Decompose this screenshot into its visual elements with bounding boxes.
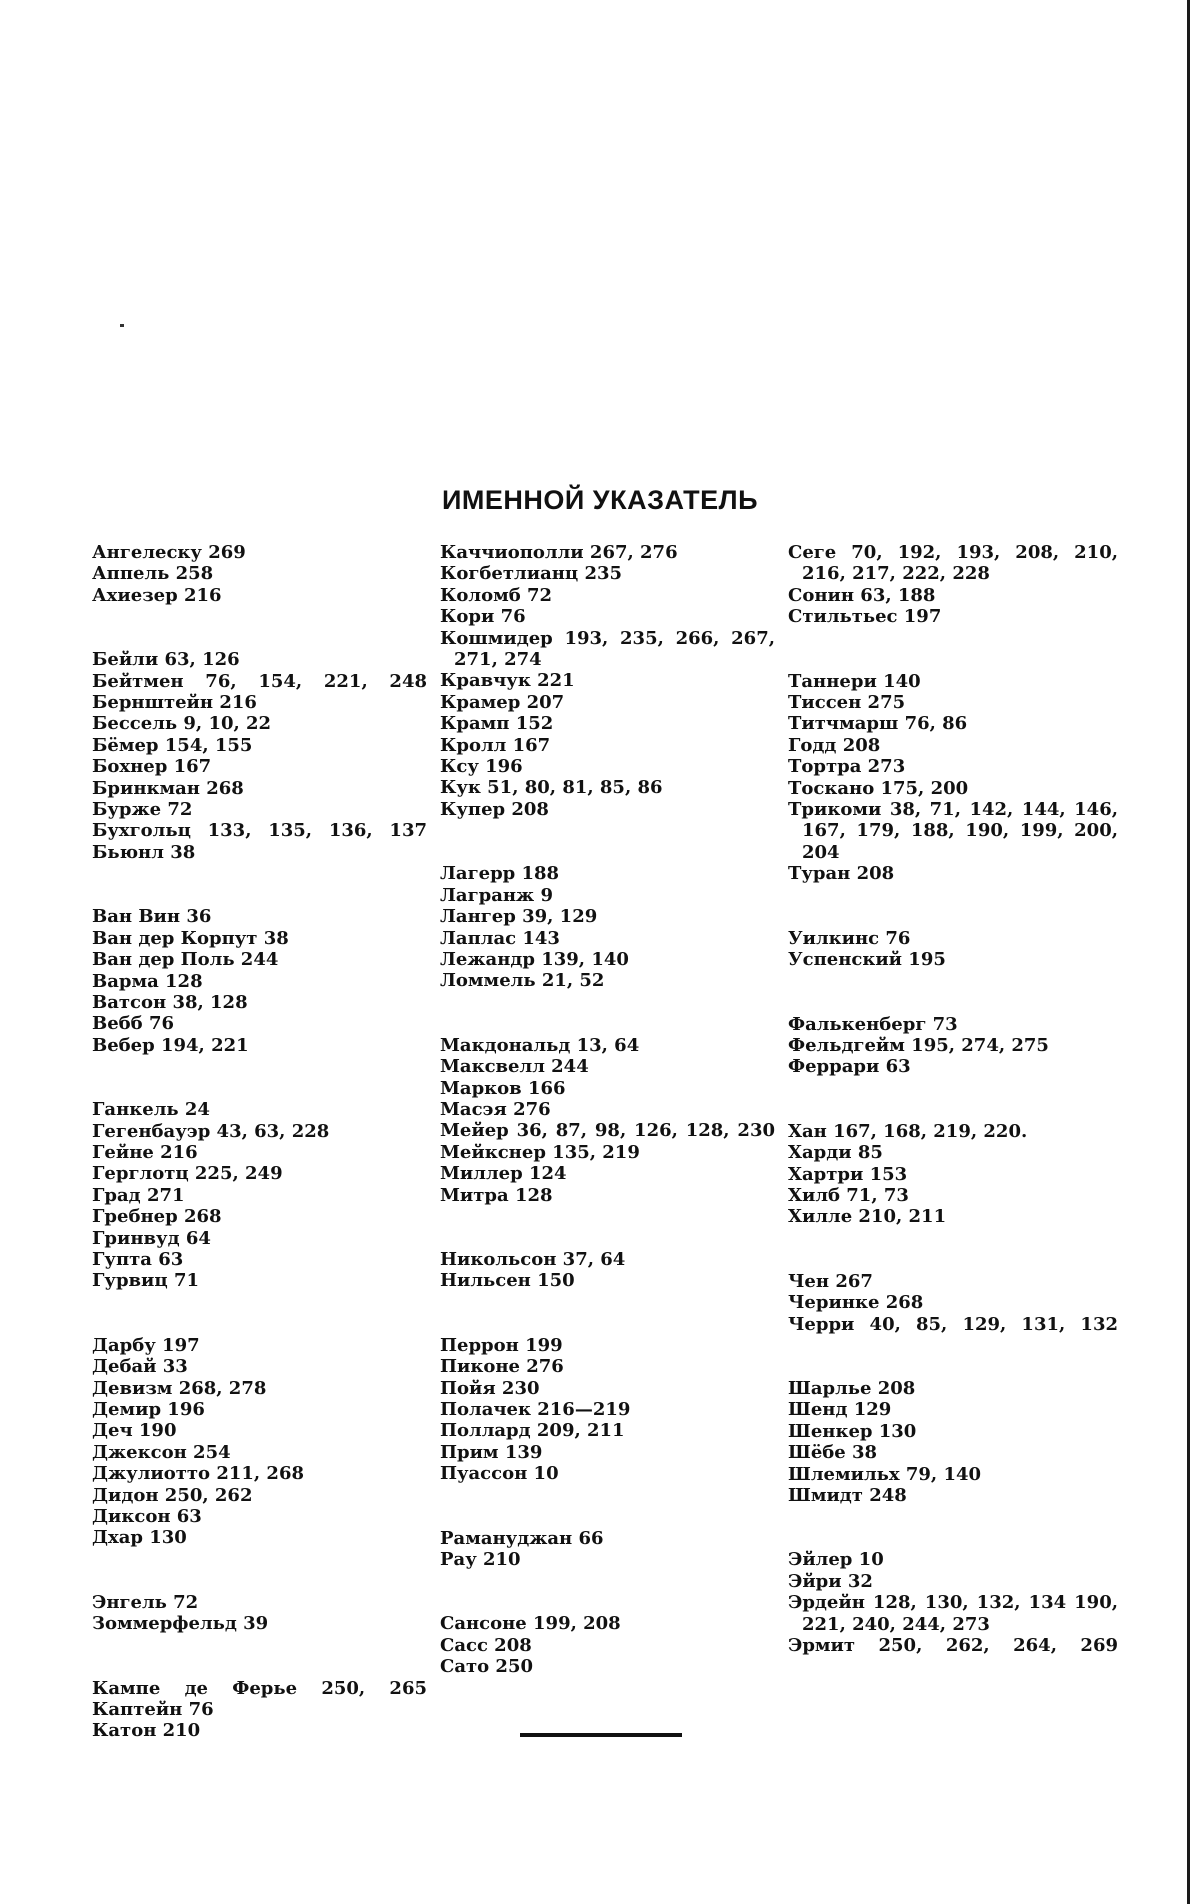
index-entry-continuation: 167, 179, 188, 190, 199, 200, bbox=[802, 820, 1118, 842]
index-entry: Прим 139 bbox=[440, 1441, 543, 1463]
index-letter-group bbox=[788, 928, 1118, 971]
index-entry: Ахиезер 216 bbox=[92, 584, 222, 606]
index-entry: Фельдгейм 195, 274, 275 bbox=[788, 1034, 1049, 1056]
index-letter-group bbox=[440, 1035, 775, 1206]
index-entry: Туран 208 bbox=[788, 863, 895, 885]
index-entry: Каччиополли 267, 276 bbox=[440, 542, 678, 563]
index-entry: Таннери 140 bbox=[788, 670, 921, 692]
index-entry: Ван дер Корпут 38 bbox=[92, 927, 289, 949]
index-entry: Катон 210 bbox=[92, 1720, 201, 1742]
index-entry: Феррари 63 bbox=[788, 1056, 911, 1078]
index-entry: Сеге 70, 192, 193, 208, 210, bbox=[788, 542, 1118, 563]
index-entry: Вебер 194, 221 bbox=[92, 1034, 249, 1056]
index-entry: Кошмидер 193, 235, 266, 267, bbox=[440, 627, 775, 649]
index-entry: Диксон 63 bbox=[92, 1506, 202, 1528]
index-entry: Тортра 273 bbox=[788, 756, 906, 778]
index-entry: Гребнер 268 bbox=[92, 1206, 222, 1228]
index-entry: Зоммерфельд 39 bbox=[92, 1613, 269, 1635]
index-letter-group bbox=[92, 649, 427, 863]
index-entry: Фалькенберг 73 bbox=[788, 1013, 958, 1035]
index-entry: Перрон 199 bbox=[440, 1334, 563, 1356]
index-entry: Бессель 9, 10, 22 bbox=[92, 713, 272, 735]
index-entry-continuation: 216, 217, 222, 228 bbox=[802, 563, 990, 585]
index-entry: Когбетлианц 235 bbox=[440, 563, 623, 585]
index-entry: Годд 208 bbox=[788, 734, 881, 756]
index-entry: Ломмель 21, 52 bbox=[440, 970, 605, 992]
index-letter-group bbox=[440, 1613, 775, 1677]
index-entry: Гупта 63 bbox=[92, 1248, 184, 1270]
index-entry: Митра 128 bbox=[440, 1184, 553, 1206]
index-entry: Пиконе 276 bbox=[440, 1356, 564, 1378]
index-entry: Гегенбауэр 43, 63, 228 bbox=[92, 1120, 330, 1142]
end-rule bbox=[520, 1733, 682, 1737]
index-entry: Лагранж 9 bbox=[440, 884, 554, 906]
index-letter-group bbox=[440, 542, 775, 820]
index-letter-group bbox=[788, 1271, 1118, 1335]
index-letter-group bbox=[788, 1378, 1118, 1506]
index-letter-group bbox=[92, 1099, 427, 1292]
index-entry: Купер 208 bbox=[440, 798, 549, 820]
index-entry-continuation: 204 bbox=[802, 841, 840, 863]
index-letter-group bbox=[440, 1335, 775, 1485]
index-letter-group bbox=[92, 1678, 427, 1742]
index-column-3 bbox=[788, 542, 1118, 1699]
index-entry: Аппель 258 bbox=[92, 563, 214, 585]
index-entry: Дебай 33 bbox=[92, 1356, 188, 1378]
print-speck bbox=[120, 324, 124, 327]
index-letter-group bbox=[788, 1549, 1118, 1656]
index-entry: Деч 190 bbox=[92, 1420, 177, 1442]
index-entry: Никольсон 37, 64 bbox=[440, 1248, 626, 1270]
index-entry: Бернштейн 216 bbox=[92, 692, 257, 714]
index-entry: Гурвиц 71 bbox=[92, 1270, 200, 1292]
index-entry: Черри 40, 85, 129, 131, 132 bbox=[788, 1313, 1118, 1335]
index-column-1 bbox=[92, 542, 427, 1785]
index-entry: Поллард 209, 211 bbox=[440, 1420, 625, 1442]
index-letter-group bbox=[440, 1528, 775, 1571]
page-title: ИМЕННОЙ УКАЗАТЕЛЬ bbox=[441, 485, 758, 515]
index-letter-group bbox=[92, 542, 427, 606]
index-entry: Пуассон 10 bbox=[440, 1463, 559, 1485]
index-entry: Крамп 152 bbox=[440, 713, 554, 735]
index-entry: Крамер 207 bbox=[440, 691, 565, 713]
index-entry: Град 271 bbox=[92, 1184, 185, 1206]
index-entry: Чен 267 bbox=[788, 1270, 873, 1292]
index-entry: Мейкснер 135, 219 bbox=[440, 1141, 640, 1163]
index-entry: Пойя 230 bbox=[440, 1377, 540, 1399]
index-letter-group bbox=[92, 1592, 427, 1635]
index-entry: Бейли 63, 126 bbox=[92, 649, 240, 671]
index-entry: Уилкинс 76 bbox=[788, 927, 911, 949]
index-entry: Ван Вин 36 bbox=[92, 906, 212, 928]
index-entry: Ватсон 38, 128 bbox=[92, 991, 248, 1013]
index-entry: Тоскано 175, 200 bbox=[788, 777, 969, 799]
index-column-2 bbox=[440, 542, 775, 1721]
index-entry: Хилб 71, 73 bbox=[788, 1184, 909, 1206]
index-entry: Лагерр 188 bbox=[440, 863, 560, 885]
page-edge-line bbox=[1187, 0, 1190, 1904]
index-entry: Шенд 129 bbox=[788, 1399, 892, 1421]
index-entry: Ксу 196 bbox=[440, 756, 523, 778]
index-entry: Черинке 268 bbox=[788, 1292, 924, 1314]
index-entry: Полачек 216—219 bbox=[440, 1399, 631, 1420]
index-entry: Эйри 32 bbox=[788, 1570, 873, 1592]
index-entry: Титчмарш 76, 86 bbox=[788, 713, 968, 735]
index-entry: Джексон 254 bbox=[92, 1441, 231, 1463]
index-entry: Кампе де Ферье 250, 265 bbox=[92, 1677, 427, 1699]
index-entry: Масэя 276 bbox=[440, 1098, 551, 1120]
index-letter-group bbox=[92, 906, 427, 1056]
index-entry-continuation: 271, 274 bbox=[454, 649, 542, 671]
index-entry: Эрмит 250, 262, 264, 269 bbox=[788, 1635, 1118, 1657]
index-entry: Кук 51, 80, 81, 85, 86 bbox=[440, 777, 663, 799]
index-letter-group bbox=[92, 1335, 427, 1549]
index-entry: Каптейн 76 bbox=[92, 1699, 214, 1721]
index-letter-group bbox=[788, 542, 1118, 628]
index-letter-group bbox=[788, 1014, 1118, 1078]
index-entry: Сасс 208 bbox=[440, 1634, 532, 1656]
index-entry: Бринкман 268 bbox=[92, 777, 244, 799]
index-entry: Бейтмен 76, 154, 221, 248 bbox=[92, 670, 427, 692]
index-letter-group bbox=[440, 1249, 775, 1292]
index-entry: Мейер 36, 87, 98, 126, 128, 230 bbox=[440, 1120, 775, 1142]
index-entry: Сато 250 bbox=[440, 1656, 533, 1678]
index-entry: Нильсен 150 bbox=[440, 1270, 575, 1292]
index-letter-group bbox=[440, 863, 775, 991]
index-entry: Демир 196 bbox=[92, 1399, 205, 1420]
index-entry: Макдональд 13, 64 bbox=[440, 1034, 640, 1056]
index-entry: Вебб 76 bbox=[92, 1013, 174, 1035]
index-entry: Бохнер 167 bbox=[92, 756, 212, 778]
index-entry: Лангер 39, 129 bbox=[440, 906, 598, 928]
index-entry: Девизм 268, 278 bbox=[92, 1377, 267, 1399]
index-entry: Бёмер 154, 155 bbox=[92, 734, 253, 756]
index-entry: Сонин 63, 188 bbox=[788, 584, 936, 606]
index-entry: Варма 128 bbox=[92, 970, 203, 992]
index-entry: Ангелеску 269 bbox=[92, 542, 246, 563]
index-entry: Миллер 124 bbox=[440, 1163, 567, 1185]
index-entry: Рамануджан 66 bbox=[440, 1527, 604, 1549]
index-entry: Успенский 195 bbox=[788, 949, 946, 971]
index-entry: Сансоне 199, 208 bbox=[440, 1613, 621, 1635]
index-entry: Шлемильх 79, 140 bbox=[788, 1463, 982, 1485]
index-entry: Лаплас 143 bbox=[440, 927, 560, 949]
index-letter-group bbox=[788, 1121, 1118, 1228]
index-entry: Кролл 167 bbox=[440, 734, 551, 756]
index-entry: Дидон 250, 262 bbox=[92, 1484, 253, 1506]
index-entry: Шенкер 130 bbox=[788, 1420, 917, 1442]
index-entry: Эйлер 10 bbox=[788, 1549, 884, 1571]
index-entry: Хартри 153 bbox=[788, 1163, 908, 1185]
index-entry: Дхар 130 bbox=[92, 1527, 187, 1549]
index-entry: Шёбе 38 bbox=[788, 1442, 878, 1464]
index-entry: Трикоми 38, 71, 142, 144, 146, bbox=[788, 799, 1118, 821]
index-entry: Шмидт 248 bbox=[788, 1485, 907, 1506]
index-entry: Максвелл 244 bbox=[440, 1056, 589, 1078]
index-entry: Герглотц 225, 249 bbox=[92, 1163, 283, 1185]
index-entry: Бьюнл 38 bbox=[92, 841, 196, 863]
index-entry: Коломб 72 bbox=[440, 584, 553, 606]
index-entry: Энгель 72 bbox=[92, 1591, 199, 1613]
index-entry: Тиссен 275 bbox=[788, 692, 906, 714]
index-entry: Ганкель 24 bbox=[92, 1099, 210, 1121]
index-entry: Стильтьес 197 bbox=[788, 606, 942, 628]
index-entry: Эрдейн 128, 130, 132, 134 190, bbox=[788, 1592, 1118, 1614]
index-entry: Харди 85 bbox=[788, 1142, 883, 1164]
index-entry: Кравчук 221 bbox=[440, 670, 575, 692]
index-entry: Джулиотто 211, 268 bbox=[92, 1463, 305, 1485]
index-entry: Кори 76 bbox=[440, 606, 526, 628]
index-entry: Рау 210 bbox=[440, 1549, 521, 1571]
index-entry: Бухгольц 133, 135, 136, 137 bbox=[92, 820, 427, 842]
index-entry: Лежандр 139, 140 bbox=[440, 948, 629, 970]
index-entry: Хилле 210, 211 bbox=[788, 1206, 947, 1228]
index-entry: Дарбу 197 bbox=[92, 1334, 200, 1356]
index-entry: Гейне 216 bbox=[92, 1141, 198, 1163]
index-entry: Хан 167, 168, 219, 220. bbox=[788, 1120, 1028, 1142]
index-letter-group bbox=[788, 671, 1118, 885]
index-entry: Шарлье 208 bbox=[788, 1377, 916, 1399]
index-entry: Марков 166 bbox=[440, 1077, 566, 1099]
index-entry: Ван дер Поль 244 bbox=[92, 949, 279, 971]
index-entry: Гринвуд 64 bbox=[92, 1227, 211, 1249]
index-entry: Бурже 72 bbox=[92, 799, 193, 821]
index-entry-continuation: 221, 240, 244, 273 bbox=[802, 1613, 990, 1635]
